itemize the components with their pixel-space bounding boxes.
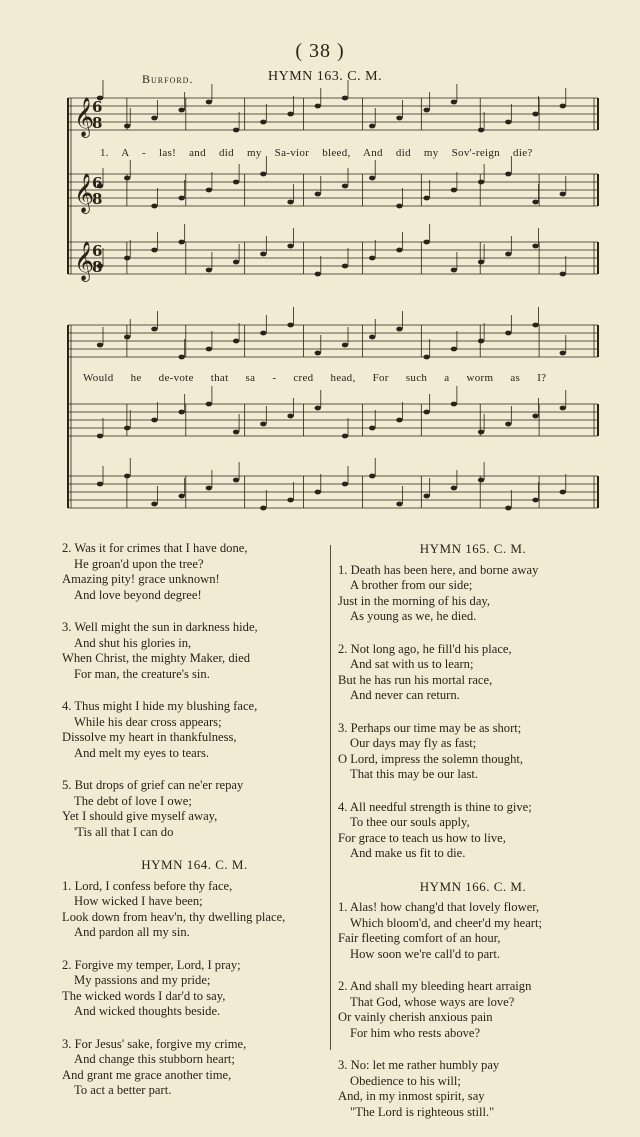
verse	[338, 1058, 608, 1120]
note-head	[505, 172, 511, 177]
hymn-166-title: HYMN 166. C. M.	[419, 878, 527, 894]
right-column	[338, 541, 608, 1137]
note-head	[396, 116, 402, 121]
verse-line: 3. Well might the sun in darkness hide,	[62, 620, 258, 634]
note-head	[206, 100, 212, 105]
hymn-165-verses	[338, 563, 608, 862]
verse-line: And sat with us to learn;	[350, 657, 474, 671]
note-head	[287, 414, 293, 419]
note-head	[233, 260, 239, 265]
note-head	[124, 256, 130, 261]
verse-line: Which bloom'd, and cheer'd my heart;	[350, 915, 542, 930]
note-head	[560, 490, 566, 495]
note-head	[151, 116, 157, 121]
note-head	[178, 410, 184, 415]
verse	[62, 778, 327, 840]
note-head	[206, 486, 212, 491]
note-head	[505, 422, 511, 427]
verse-line: And shut his glories in,	[74, 635, 192, 650]
time-signature: 8	[92, 258, 103, 276]
verse	[338, 563, 608, 625]
note-head	[260, 422, 266, 427]
note-head	[124, 426, 130, 431]
verse-line: He groan'd upon the tree?	[74, 556, 204, 571]
note-head	[369, 474, 375, 479]
verse-line: 'Tis all that I can do	[74, 824, 174, 839]
note-head	[151, 248, 157, 253]
verse-line: The wicked words I dar'd to say,	[62, 988, 226, 1003]
note-heads	[97, 80, 566, 510]
verse-line: And pardon all my sin.	[74, 925, 190, 939]
note-head	[260, 252, 266, 257]
verse-line: 2. And shall my bleeding heart arraign	[338, 979, 532, 993]
verse	[62, 1037, 327, 1099]
verse-line: And make us fit to die.	[350, 846, 466, 860]
note-head	[505, 120, 511, 125]
note-head	[260, 331, 266, 336]
note-head	[478, 478, 484, 483]
note-head	[505, 252, 511, 257]
note-head	[233, 478, 239, 483]
clef-icon: 𝄞	[74, 97, 95, 137]
note-head	[178, 494, 184, 499]
verse-line: And change this stubborn heart;	[74, 1052, 235, 1066]
time-signature: 8	[92, 114, 103, 132]
note-head	[315, 272, 321, 277]
note-head	[315, 104, 321, 109]
verse-line: 2. Not long ago, he fill'd his place,	[338, 641, 512, 656]
verse-line: While his dear cross appears;	[74, 714, 222, 729]
verse-line: And wicked thoughts beside.	[74, 1004, 221, 1018]
note-head	[396, 327, 402, 332]
music-score	[0, 0, 640, 530]
note-head	[560, 406, 566, 411]
verse-line: The debt of love I owe;	[74, 793, 192, 808]
hymn-163-heading: HYMN 163. C. M.	[268, 69, 383, 84]
verse-line: A brother from our side;	[350, 578, 473, 592]
note-head	[233, 339, 239, 344]
note-head	[315, 192, 321, 197]
verse-line: For man, the creature's sin.	[74, 666, 210, 681]
note-head	[287, 200, 293, 205]
verse-line: Look down from heav'n, thy dwelling place,	[62, 909, 286, 924]
note-head	[342, 264, 348, 269]
note-head	[206, 402, 212, 407]
note-head	[478, 260, 484, 265]
verse	[338, 979, 608, 1041]
verse-line: How soon we're call'd to part.	[350, 946, 501, 961]
note-head	[423, 410, 429, 415]
note-head	[369, 256, 375, 261]
verse-line: 3. No: let me rather humbly pay	[338, 1058, 500, 1072]
note-head	[124, 124, 130, 129]
verse-line: To act a better part.	[74, 1083, 172, 1097]
verse-line: When Christ, the mighty Maker, died	[62, 651, 251, 665]
note-head	[260, 172, 266, 177]
note-head	[233, 128, 239, 133]
note-head	[315, 490, 321, 495]
note-head	[532, 200, 538, 205]
verse-line: 1. Death has been here, and borne away	[338, 562, 539, 577]
note-head	[478, 339, 484, 344]
note-head	[151, 502, 157, 507]
note-head	[560, 351, 566, 356]
verse-line: 1. Alas! how chang'd that lovely flower,	[338, 900, 540, 914]
verse-line: Or vainly cherish anxious pain	[338, 1010, 493, 1024]
verse-line: Fair fleeting comfort of an hour,	[338, 931, 501, 945]
note-head	[206, 347, 212, 352]
note-head	[287, 112, 293, 117]
note-head	[505, 331, 511, 336]
hymn-166-verses	[338, 900, 608, 1120]
note-head	[396, 204, 402, 209]
verse-line: 2. Forgive my temper, Lord, I pray;	[62, 957, 241, 972]
note-head	[560, 192, 566, 197]
note-head	[260, 120, 266, 125]
verse-line: 5. But drops of grief can ne'er repay	[62, 778, 244, 792]
verse-line: As young as we, he died.	[350, 609, 477, 623]
hymn-164-title: HYMN 164. C. M.	[141, 857, 248, 872]
verse-line: My passions and my pride;	[74, 973, 211, 987]
note-head	[315, 406, 321, 411]
verse	[62, 620, 327, 682]
verse-line: Yet I should give myself away,	[62, 809, 218, 823]
lyric-line-1: 1. A - las! and did my Sa-vior bleed, And did my Sov'-reign die?	[100, 147, 533, 159]
note-head	[178, 108, 184, 113]
note-head	[342, 434, 348, 439]
note-head	[315, 351, 321, 356]
verse-line: Obedience to his will;	[350, 1073, 461, 1088]
tune-name: Burford.	[142, 72, 194, 86]
note-head	[560, 104, 566, 109]
verse-line: And, in my inmost spirit, say	[338, 1089, 485, 1103]
note-head	[124, 474, 130, 479]
note-head	[532, 244, 538, 249]
note-head	[423, 108, 429, 113]
note-head	[178, 240, 184, 245]
note-head	[396, 248, 402, 253]
clefs	[74, 97, 102, 282]
verse-line: And grant me grace another time,	[62, 1067, 232, 1082]
note-head	[396, 502, 402, 507]
note-head	[505, 506, 511, 511]
note-head	[532, 112, 538, 117]
verse-line: For grace to teach us how to live,	[338, 830, 506, 845]
verse	[338, 900, 608, 962]
verse-line: How wicked I have been;	[74, 894, 203, 908]
lyric-line-2: Would he de-vote that sa - cred head, For such a worm as I?	[83, 372, 547, 384]
verse-line: 4. Thus might I hide my blushing face,	[62, 699, 258, 713]
note-head	[287, 244, 293, 249]
verse	[338, 721, 608, 783]
note-head	[287, 323, 293, 328]
verse	[338, 642, 608, 704]
verse-line: And never can return.	[350, 688, 460, 702]
left-column	[62, 541, 327, 1116]
note-head	[124, 335, 130, 340]
note-head	[97, 482, 103, 487]
note-head	[233, 180, 239, 185]
note-head	[342, 343, 348, 348]
clef-icon: 𝄞	[74, 241, 95, 281]
note-head	[260, 506, 266, 511]
note-head	[560, 272, 566, 277]
note-head	[423, 240, 429, 245]
hymn-165-title: HYMN 165. C. M.	[419, 541, 527, 556]
verse-line: Amazing pity! grace unknown!	[62, 572, 220, 586]
note-head	[451, 402, 457, 407]
note-head	[342, 482, 348, 487]
verse-line: And melt my eyes to tears.	[74, 745, 210, 760]
note-head	[532, 498, 538, 503]
verse-line: O Lord, impress the solemn thought,	[338, 751, 524, 766]
verse-line: 3. For Jesus' sake, forgive my crime,	[62, 1036, 247, 1051]
note-head	[532, 414, 538, 419]
verse-line: Dissolve my heart in thankfulness,	[62, 730, 237, 744]
note-head	[178, 355, 184, 360]
note-head	[124, 176, 130, 181]
note-head	[369, 176, 375, 181]
time-signature: 6	[92, 174, 103, 192]
note-head	[97, 343, 103, 348]
note-head	[369, 124, 375, 129]
verse-line: 4. All needful strength is thine to give;	[338, 799, 532, 814]
note-head	[532, 323, 538, 328]
note-head	[178, 196, 184, 201]
clef-icon: 𝄞	[74, 173, 95, 213]
verse-line: Just in the morning of his day,	[338, 593, 491, 608]
verse-line: 2. Was it for crimes that I have done,	[62, 541, 248, 555]
note-head	[478, 180, 484, 185]
note-head	[451, 268, 457, 273]
column-divider	[330, 545, 331, 1050]
verse	[62, 879, 327, 941]
note-head	[478, 430, 484, 435]
page-number: ( 38 )	[295, 40, 345, 62]
verse	[338, 800, 608, 862]
note-head	[451, 100, 457, 105]
hymn-164-verses	[62, 879, 327, 1099]
note-head	[369, 335, 375, 340]
time-signature: 6	[92, 242, 103, 260]
verse-line: 1. Lord, I confess before thy face,	[62, 878, 233, 893]
note-head	[206, 188, 212, 193]
time-signature: 8	[92, 190, 103, 208]
note-head	[423, 494, 429, 499]
verse	[62, 699, 327, 761]
note-head	[396, 418, 402, 423]
note-head	[451, 347, 457, 352]
note-head	[342, 96, 348, 101]
note-head	[151, 327, 157, 332]
hymn-163-verses	[62, 541, 327, 840]
verse-line: That God, whose ways are love?	[350, 994, 515, 1009]
verse-line: "The Lord is righteous still."	[350, 1104, 495, 1119]
staff-lines	[68, 98, 598, 508]
note-head	[287, 498, 293, 503]
note-head	[423, 196, 429, 201]
note-head	[151, 204, 157, 209]
note-head	[151, 418, 157, 423]
time-signature: 6	[92, 98, 103, 116]
note-head	[97, 434, 103, 439]
note-head	[451, 486, 457, 491]
note-head	[478, 128, 484, 133]
verse-line: To thee our souls apply,	[350, 815, 470, 829]
verse	[62, 541, 327, 603]
note-head	[451, 188, 457, 193]
verse-line: For him who rests above?	[350, 1025, 481, 1040]
note-head	[342, 184, 348, 189]
note-head	[206, 268, 212, 273]
verse-line: Our days may fly as fast;	[350, 736, 477, 750]
verse-line: But he has run his mortal race,	[338, 672, 493, 687]
note-head	[423, 355, 429, 360]
note-head	[233, 430, 239, 435]
verse-line: 3. Perhaps our time may be as short;	[338, 720, 522, 735]
verse-line: That this may be our last.	[350, 767, 479, 781]
verse-line: And love beyond degree!	[74, 587, 202, 602]
note-head	[369, 426, 375, 431]
verse	[62, 958, 327, 1020]
